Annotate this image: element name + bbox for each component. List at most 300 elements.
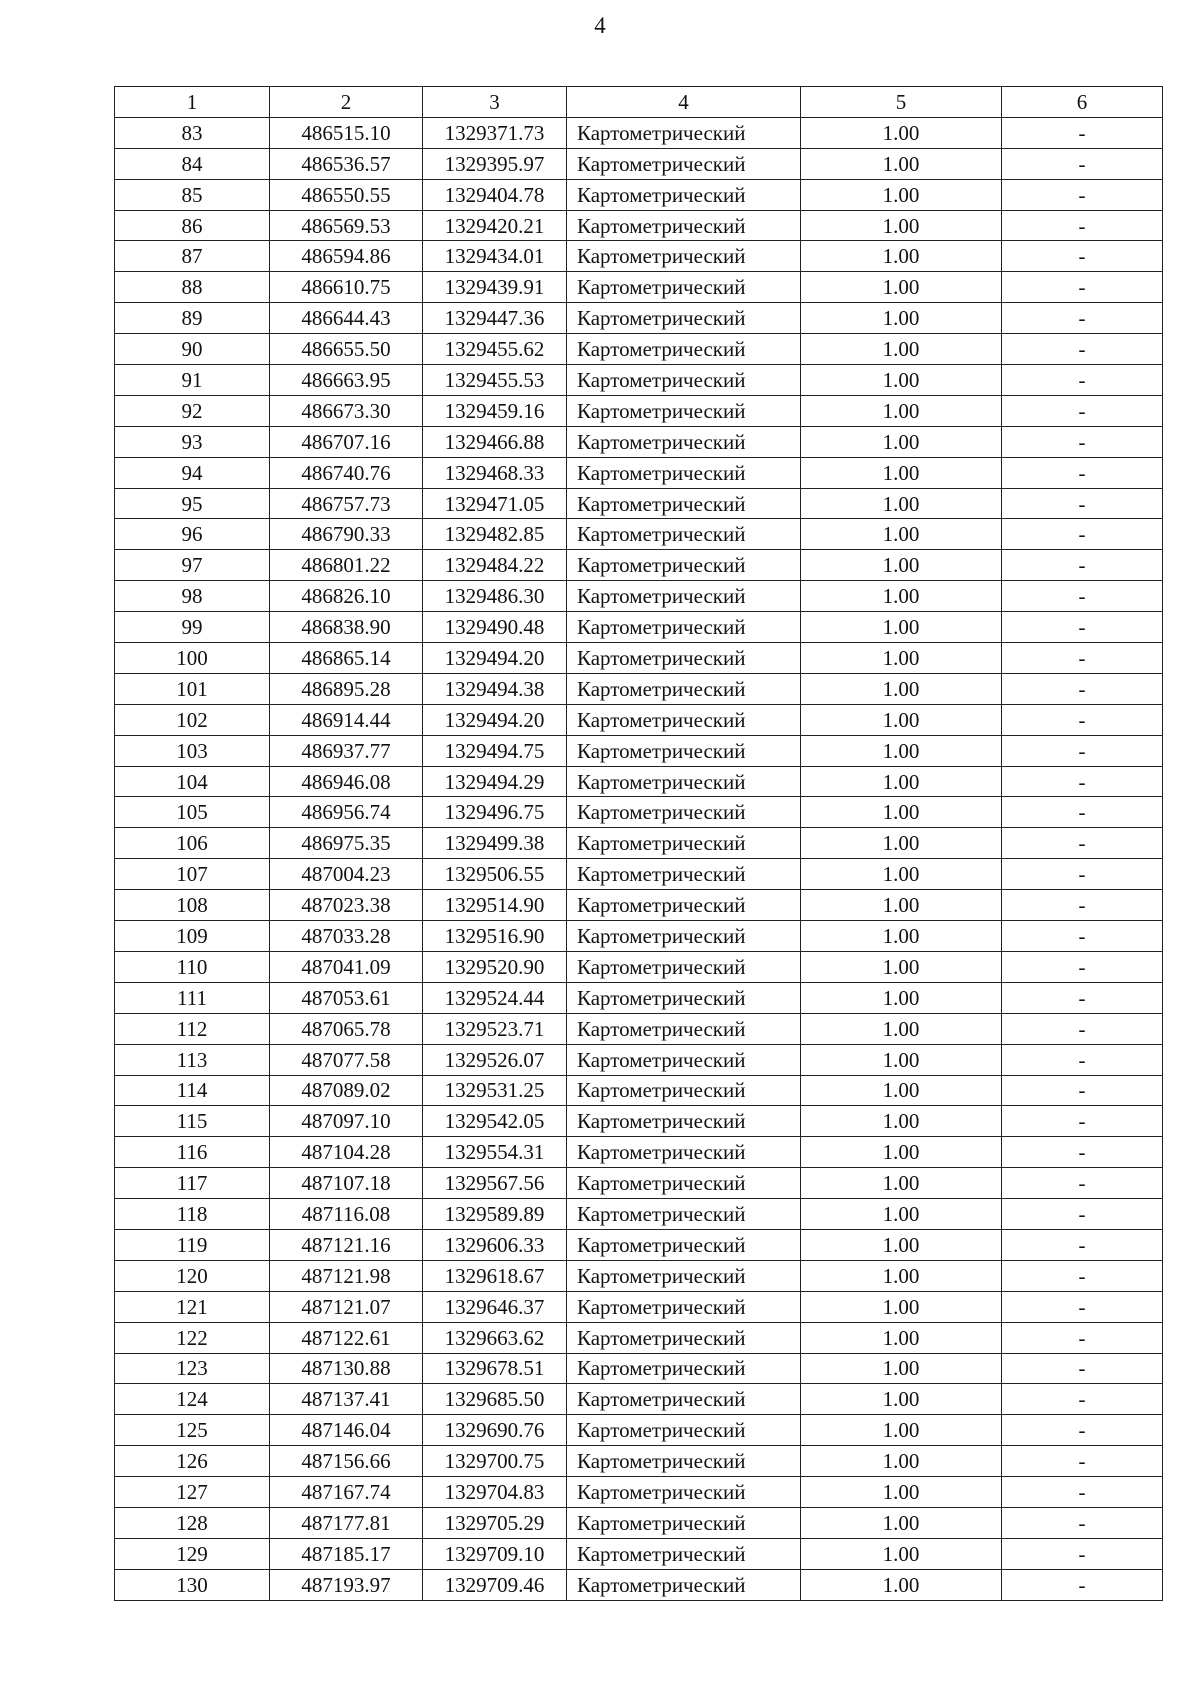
x-coordinate-cell: 487146.04	[270, 1415, 423, 1446]
method-cell: Картометрический	[567, 550, 801, 581]
x-coordinate-cell: 486757.73	[270, 488, 423, 519]
accuracy-cell: 1.00	[801, 272, 1002, 303]
method-cell: Картометрический	[567, 1137, 801, 1168]
x-coordinate-cell: 487121.16	[270, 1229, 423, 1260]
method-cell: Картометрический	[567, 1075, 801, 1106]
description-cell: -	[1002, 643, 1163, 674]
accuracy-cell: 1.00	[801, 581, 1002, 612]
point-number-cell: 94	[115, 457, 270, 488]
y-coordinate-cell: 1329514.90	[423, 890, 567, 921]
accuracy-cell: 1.00	[801, 1446, 1002, 1477]
description-cell: -	[1002, 117, 1163, 148]
description-cell: -	[1002, 334, 1163, 365]
accuracy-cell: 1.00	[801, 1013, 1002, 1044]
y-coordinate-cell: 1329455.53	[423, 365, 567, 396]
method-cell: Картометрический	[567, 890, 801, 921]
x-coordinate-cell: 487065.78	[270, 1013, 423, 1044]
x-coordinate-cell: 486946.08	[270, 766, 423, 797]
description-cell: -	[1002, 735, 1163, 766]
point-number-cell: 103	[115, 735, 270, 766]
point-number-cell: 117	[115, 1168, 270, 1199]
point-number-cell: 100	[115, 643, 270, 674]
point-number-cell: 98	[115, 581, 270, 612]
description-cell: -	[1002, 612, 1163, 643]
x-coordinate-cell: 487185.17	[270, 1538, 423, 1569]
table-row	[115, 581, 1163, 612]
table-row	[115, 951, 1163, 982]
table-row	[115, 766, 1163, 797]
y-coordinate-cell: 1329526.07	[423, 1044, 567, 1075]
description-cell: -	[1002, 210, 1163, 241]
point-number-cell: 119	[115, 1229, 270, 1260]
method-cell: Картометрический	[567, 982, 801, 1013]
point-number-cell: 115	[115, 1106, 270, 1137]
point-number-cell: 97	[115, 550, 270, 581]
accuracy-cell: 1.00	[801, 1044, 1002, 1075]
coordinates-table	[114, 86, 1163, 1601]
x-coordinate-cell: 486975.35	[270, 828, 423, 859]
accuracy-cell: 1.00	[801, 1569, 1002, 1600]
accuracy-cell: 1.00	[801, 519, 1002, 550]
table-row	[115, 1477, 1163, 1508]
y-coordinate-cell: 1329523.71	[423, 1013, 567, 1044]
method-cell: Картометрический	[567, 1446, 801, 1477]
x-coordinate-cell: 486914.44	[270, 704, 423, 735]
description-cell: -	[1002, 550, 1163, 581]
x-coordinate-cell: 486790.33	[270, 519, 423, 550]
table-row	[115, 1446, 1163, 1477]
y-coordinate-cell: 1329606.33	[423, 1229, 567, 1260]
point-number-cell: 86	[115, 210, 270, 241]
column-header-5: 5	[801, 87, 1002, 118]
point-number-cell: 101	[115, 673, 270, 704]
point-number-cell: 108	[115, 890, 270, 921]
description-cell: -	[1002, 766, 1163, 797]
x-coordinate-cell: 487077.58	[270, 1044, 423, 1075]
description-cell: -	[1002, 426, 1163, 457]
table-row	[115, 1384, 1163, 1415]
description-cell: -	[1002, 272, 1163, 303]
table-row	[115, 1229, 1163, 1260]
x-coordinate-cell: 486594.86	[270, 241, 423, 272]
table-row	[115, 334, 1163, 365]
table-row	[115, 1415, 1163, 1446]
point-number-cell: 90	[115, 334, 270, 365]
description-cell: -	[1002, 1353, 1163, 1384]
x-coordinate-cell: 487089.02	[270, 1075, 423, 1106]
y-coordinate-cell: 1329554.31	[423, 1137, 567, 1168]
description-cell: -	[1002, 1106, 1163, 1137]
table-row	[115, 1044, 1163, 1075]
table-row	[115, 890, 1163, 921]
description-cell: -	[1002, 1291, 1163, 1322]
description-cell: -	[1002, 673, 1163, 704]
x-coordinate-cell: 487177.81	[270, 1507, 423, 1538]
y-coordinate-cell: 1329395.97	[423, 148, 567, 179]
method-cell: Картометрический	[567, 1384, 801, 1415]
accuracy-cell: 1.00	[801, 488, 1002, 519]
point-number-cell: 91	[115, 365, 270, 396]
accuracy-cell: 1.00	[801, 1353, 1002, 1384]
description-cell: -	[1002, 921, 1163, 952]
accuracy-cell: 1.00	[801, 1538, 1002, 1569]
x-coordinate-cell: 487130.88	[270, 1353, 423, 1384]
table-row	[115, 179, 1163, 210]
method-cell: Картометрический	[567, 1168, 801, 1199]
accuracy-cell: 1.00	[801, 921, 1002, 952]
description-cell: -	[1002, 1415, 1163, 1446]
y-coordinate-cell: 1329700.75	[423, 1446, 567, 1477]
x-coordinate-cell: 487053.61	[270, 982, 423, 1013]
x-coordinate-cell: 487193.97	[270, 1569, 423, 1600]
y-coordinate-cell: 1329484.22	[423, 550, 567, 581]
accuracy-cell: 1.00	[801, 426, 1002, 457]
y-coordinate-cell: 1329709.10	[423, 1538, 567, 1569]
description-cell: -	[1002, 890, 1163, 921]
table-row	[115, 612, 1163, 643]
table-row	[115, 1106, 1163, 1137]
point-number-cell: 114	[115, 1075, 270, 1106]
table-row	[115, 241, 1163, 272]
description-cell: -	[1002, 1013, 1163, 1044]
y-coordinate-cell: 1329567.56	[423, 1168, 567, 1199]
x-coordinate-cell: 486610.75	[270, 272, 423, 303]
method-cell: Картометрический	[567, 1229, 801, 1260]
point-number-cell: 111	[115, 982, 270, 1013]
table-row	[115, 1013, 1163, 1044]
accuracy-cell: 1.00	[801, 241, 1002, 272]
table-row	[115, 365, 1163, 396]
description-cell: -	[1002, 1569, 1163, 1600]
description-cell: -	[1002, 1168, 1163, 1199]
description-cell: -	[1002, 1044, 1163, 1075]
description-cell: -	[1002, 457, 1163, 488]
description-cell: -	[1002, 859, 1163, 890]
point-number-cell: 120	[115, 1260, 270, 1291]
y-coordinate-cell: 1329646.37	[423, 1291, 567, 1322]
method-cell: Картометрический	[567, 1106, 801, 1137]
accuracy-cell: 1.00	[801, 334, 1002, 365]
x-coordinate-cell: 487107.18	[270, 1168, 423, 1199]
point-number-cell: 122	[115, 1322, 270, 1353]
x-coordinate-cell: 487116.08	[270, 1199, 423, 1230]
x-coordinate-cell: 486826.10	[270, 581, 423, 612]
method-cell: Картометрический	[567, 117, 801, 148]
table-header	[115, 87, 1163, 118]
y-coordinate-cell: 1329455.62	[423, 334, 567, 365]
x-coordinate-cell: 487121.07	[270, 1291, 423, 1322]
description-cell: -	[1002, 1260, 1163, 1291]
y-coordinate-cell: 1329499.38	[423, 828, 567, 859]
accuracy-cell: 1.00	[801, 797, 1002, 828]
x-coordinate-cell: 487121.98	[270, 1260, 423, 1291]
y-coordinate-cell: 1329520.90	[423, 951, 567, 982]
description-cell: -	[1002, 1477, 1163, 1508]
point-number-cell: 110	[115, 951, 270, 982]
y-coordinate-cell: 1329494.29	[423, 766, 567, 797]
point-number-cell: 102	[115, 704, 270, 735]
column-header-1: 1	[115, 87, 270, 118]
x-coordinate-cell: 486865.14	[270, 643, 423, 674]
method-cell: Картометрический	[567, 1322, 801, 1353]
point-number-cell: 128	[115, 1507, 270, 1538]
method-cell: Картометрический	[567, 457, 801, 488]
description-cell: -	[1002, 951, 1163, 982]
method-cell: Картометрический	[567, 1199, 801, 1230]
column-header-2: 2	[270, 87, 423, 118]
table-row	[115, 673, 1163, 704]
table-body	[115, 117, 1163, 1600]
header-row	[115, 87, 1163, 118]
y-coordinate-cell: 1329705.29	[423, 1507, 567, 1538]
table-row	[115, 1507, 1163, 1538]
method-cell: Картометрический	[567, 921, 801, 952]
point-number-cell: 106	[115, 828, 270, 859]
column-header-6: 6	[1002, 87, 1163, 118]
accuracy-cell: 1.00	[801, 1075, 1002, 1106]
method-cell: Картометрический	[567, 951, 801, 982]
accuracy-cell: 1.00	[801, 890, 1002, 921]
accuracy-cell: 1.00	[801, 395, 1002, 426]
method-cell: Картометрический	[567, 612, 801, 643]
y-coordinate-cell: 1329524.44	[423, 982, 567, 1013]
x-coordinate-cell: 486956.74	[270, 797, 423, 828]
y-coordinate-cell: 1329420.21	[423, 210, 567, 241]
table-row	[115, 148, 1163, 179]
accuracy-cell: 1.00	[801, 1477, 1002, 1508]
x-coordinate-cell: 486937.77	[270, 735, 423, 766]
point-number-cell: 92	[115, 395, 270, 426]
y-coordinate-cell: 1329459.16	[423, 395, 567, 426]
y-coordinate-cell: 1329663.62	[423, 1322, 567, 1353]
point-number-cell: 96	[115, 519, 270, 550]
table-row	[115, 272, 1163, 303]
x-coordinate-cell: 486515.10	[270, 117, 423, 148]
method-cell: Картометрический	[567, 797, 801, 828]
table-row	[115, 1199, 1163, 1230]
point-number-cell: 125	[115, 1415, 270, 1446]
point-number-cell: 130	[115, 1569, 270, 1600]
point-number-cell: 83	[115, 117, 270, 148]
y-coordinate-cell: 1329468.33	[423, 457, 567, 488]
description-cell: -	[1002, 1446, 1163, 1477]
page-number: 4	[594, 13, 606, 38]
method-cell: Картометрический	[567, 1013, 801, 1044]
method-cell: Картометрический	[567, 766, 801, 797]
accuracy-cell: 1.00	[801, 673, 1002, 704]
description-cell: -	[1002, 982, 1163, 1013]
y-coordinate-cell: 1329404.78	[423, 179, 567, 210]
description-cell: -	[1002, 519, 1163, 550]
description-cell: -	[1002, 1322, 1163, 1353]
accuracy-cell: 1.00	[801, 828, 1002, 859]
description-cell: -	[1002, 148, 1163, 179]
accuracy-cell: 1.00	[801, 1384, 1002, 1415]
y-coordinate-cell: 1329704.83	[423, 1477, 567, 1508]
y-coordinate-cell: 1329531.25	[423, 1075, 567, 1106]
x-coordinate-cell: 487122.61	[270, 1322, 423, 1353]
x-coordinate-cell: 487137.41	[270, 1384, 423, 1415]
x-coordinate-cell: 486740.76	[270, 457, 423, 488]
table-row	[115, 550, 1163, 581]
point-number-cell: 126	[115, 1446, 270, 1477]
method-cell: Картометрический	[567, 704, 801, 735]
description-cell: -	[1002, 303, 1163, 334]
point-number-cell: 113	[115, 1044, 270, 1075]
point-number-cell: 95	[115, 488, 270, 519]
accuracy-cell: 1.00	[801, 117, 1002, 148]
accuracy-cell: 1.00	[801, 1260, 1002, 1291]
x-coordinate-cell: 487033.28	[270, 921, 423, 952]
y-coordinate-cell: 1329678.51	[423, 1353, 567, 1384]
point-number-cell: 105	[115, 797, 270, 828]
accuracy-cell: 1.00	[801, 766, 1002, 797]
accuracy-cell: 1.00	[801, 148, 1002, 179]
table-row	[115, 1137, 1163, 1168]
method-cell: Картометрический	[567, 1569, 801, 1600]
accuracy-cell: 1.00	[801, 365, 1002, 396]
point-number-cell: 121	[115, 1291, 270, 1322]
table-row	[115, 117, 1163, 148]
point-number-cell: 84	[115, 148, 270, 179]
point-number-cell: 104	[115, 766, 270, 797]
point-number-cell: 124	[115, 1384, 270, 1415]
table-row	[115, 1353, 1163, 1384]
point-number-cell: 107	[115, 859, 270, 890]
method-cell: Картометрический	[567, 1477, 801, 1508]
method-cell: Картометрический	[567, 303, 801, 334]
x-coordinate-cell: 486644.43	[270, 303, 423, 334]
table-row	[115, 426, 1163, 457]
y-coordinate-cell: 1329494.38	[423, 673, 567, 704]
accuracy-cell: 1.00	[801, 704, 1002, 735]
accuracy-cell: 1.00	[801, 1229, 1002, 1260]
method-cell: Картометрический	[567, 643, 801, 674]
accuracy-cell: 1.00	[801, 735, 1002, 766]
point-number-cell: 85	[115, 179, 270, 210]
column-header-4: 4	[567, 87, 801, 118]
y-coordinate-cell: 1329494.20	[423, 704, 567, 735]
table-row	[115, 1075, 1163, 1106]
accuracy-cell: 1.00	[801, 550, 1002, 581]
accuracy-cell: 1.00	[801, 1199, 1002, 1230]
table-row	[115, 797, 1163, 828]
table-row	[115, 1291, 1163, 1322]
method-cell: Картометрический	[567, 1538, 801, 1569]
y-coordinate-cell: 1329482.85	[423, 519, 567, 550]
table-row	[115, 1569, 1163, 1600]
description-cell: -	[1002, 365, 1163, 396]
accuracy-cell: 1.00	[801, 643, 1002, 674]
accuracy-cell: 1.00	[801, 179, 1002, 210]
y-coordinate-cell: 1329490.48	[423, 612, 567, 643]
y-coordinate-cell: 1329434.01	[423, 241, 567, 272]
point-number-cell: 99	[115, 612, 270, 643]
accuracy-cell: 1.00	[801, 859, 1002, 890]
x-coordinate-cell: 486895.28	[270, 673, 423, 704]
method-cell: Картометрический	[567, 735, 801, 766]
x-coordinate-cell: 487097.10	[270, 1106, 423, 1137]
x-coordinate-cell: 486550.55	[270, 179, 423, 210]
description-cell: -	[1002, 704, 1163, 735]
x-coordinate-cell: 486663.95	[270, 365, 423, 396]
accuracy-cell: 1.00	[801, 1507, 1002, 1538]
method-cell: Картометрический	[567, 1260, 801, 1291]
method-cell: Картометрический	[567, 859, 801, 890]
method-cell: Картометрический	[567, 179, 801, 210]
method-cell: Картометрический	[567, 519, 801, 550]
y-coordinate-cell: 1329542.05	[423, 1106, 567, 1137]
accuracy-cell: 1.00	[801, 457, 1002, 488]
description-cell: -	[1002, 241, 1163, 272]
x-coordinate-cell: 487104.28	[270, 1137, 423, 1168]
y-coordinate-cell: 1329709.46	[423, 1569, 567, 1600]
y-coordinate-cell: 1329494.20	[423, 643, 567, 674]
table-row	[115, 735, 1163, 766]
point-number-cell: 109	[115, 921, 270, 952]
description-cell: -	[1002, 828, 1163, 859]
x-coordinate-cell: 486536.57	[270, 148, 423, 179]
x-coordinate-cell: 487023.38	[270, 890, 423, 921]
y-coordinate-cell: 1329471.05	[423, 488, 567, 519]
point-number-cell: 116	[115, 1137, 270, 1168]
table-row	[115, 395, 1163, 426]
method-cell: Картометрический	[567, 581, 801, 612]
accuracy-cell: 1.00	[801, 1415, 1002, 1446]
method-cell: Картометрический	[567, 272, 801, 303]
point-number-cell: 127	[115, 1477, 270, 1508]
point-number-cell: 89	[115, 303, 270, 334]
x-coordinate-cell: 487004.23	[270, 859, 423, 890]
description-cell: -	[1002, 1075, 1163, 1106]
y-coordinate-cell: 1329618.67	[423, 1260, 567, 1291]
method-cell: Картометрический	[567, 488, 801, 519]
x-coordinate-cell: 486655.50	[270, 334, 423, 365]
y-coordinate-cell: 1329516.90	[423, 921, 567, 952]
accuracy-cell: 1.00	[801, 612, 1002, 643]
point-number-cell: 93	[115, 426, 270, 457]
accuracy-cell: 1.00	[801, 1106, 1002, 1137]
method-cell: Картометрический	[567, 1507, 801, 1538]
table-row	[115, 859, 1163, 890]
method-cell: Картометрический	[567, 1415, 801, 1446]
accuracy-cell: 1.00	[801, 1322, 1002, 1353]
table-row	[115, 982, 1163, 1013]
table-row	[115, 303, 1163, 334]
accuracy-cell: 1.00	[801, 1291, 1002, 1322]
description-cell: -	[1002, 1137, 1163, 1168]
method-cell: Картометрический	[567, 334, 801, 365]
method-cell: Картометрический	[567, 241, 801, 272]
y-coordinate-cell: 1329371.73	[423, 117, 567, 148]
table-row	[115, 519, 1163, 550]
method-cell: Картометрический	[567, 1044, 801, 1075]
x-coordinate-cell: 486707.16	[270, 426, 423, 457]
x-coordinate-cell: 486801.22	[270, 550, 423, 581]
description-cell: -	[1002, 797, 1163, 828]
method-cell: Картометрический	[567, 148, 801, 179]
point-number-cell: 129	[115, 1538, 270, 1569]
table-row	[115, 921, 1163, 952]
description-cell: -	[1002, 395, 1163, 426]
accuracy-cell: 1.00	[801, 303, 1002, 334]
table-row	[115, 828, 1163, 859]
method-cell: Картометрический	[567, 673, 801, 704]
point-number-cell: 118	[115, 1199, 270, 1230]
method-cell: Картометрический	[567, 210, 801, 241]
accuracy-cell: 1.00	[801, 951, 1002, 982]
y-coordinate-cell: 1329486.30	[423, 581, 567, 612]
